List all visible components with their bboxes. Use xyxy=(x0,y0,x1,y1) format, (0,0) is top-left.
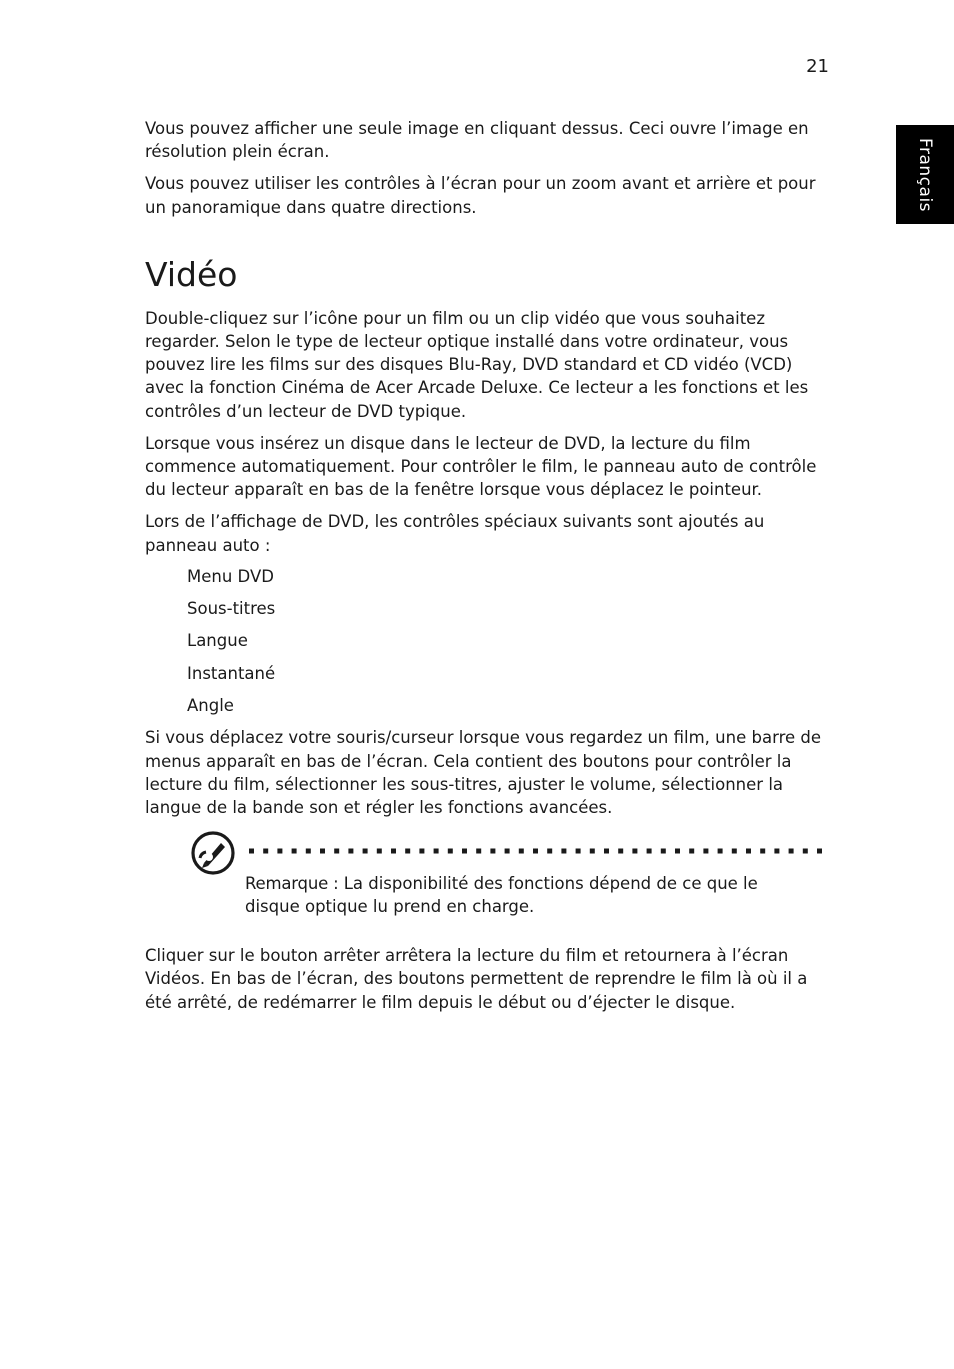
language-tab-label: Français xyxy=(915,137,935,212)
dvd-controls-list xyxy=(187,565,831,717)
intro-paragraph-2: Vous pouvez utiliser les contrôles à l’écran pour un zoom avant et arrière et pour un panoramique dans quatre directions. xyxy=(145,174,816,217)
note-body: La disponibilité des fonctions dépend de ce que le disque optique lu prend en charge. xyxy=(245,874,758,917)
list-item: Angle xyxy=(187,696,234,716)
section-title: Vidéo xyxy=(145,254,238,294)
list-item: Menu DVD xyxy=(187,566,274,586)
note-box xyxy=(145,830,831,936)
menu-bar-paragraph: Si vous déplacez votre souris/curseur lorsque vous regardez un film, une barre de menus apparaît en bas de l’écran. Cela contient des boutons pour contrôler la lecture du film, sélectionner les sous-titres, ajuster le volume, sélectionner la langue de la bande son et régler les fonctions avancées. xyxy=(145,728,822,817)
note-text xyxy=(245,872,805,918)
note-label: Remarque : xyxy=(245,874,339,894)
list-item: Langue xyxy=(187,631,248,651)
note-dotted-rule xyxy=(247,848,831,854)
list-item: Instantané xyxy=(187,663,276,683)
video-paragraph-1: Double-cliquez sur l’icône pour un film ou un clip vidéo que vous souhaitez regarder. Selon le type de lecteur optique installé dans votre ordinateur, vous pouvez lire les films sur des disques Blu-Ray, DVD standard et CD vidéo (VCD) avec la fonction Cinéma de Acer Arcade Deluxe. Ce lecteur a les fonctions et les contrôles d’un lecteur de DVD typique. xyxy=(145,308,809,421)
page-number: 21 xyxy=(806,56,829,77)
video-paragraph-3: Lors de l’affichage de DVD, les contrôles spéciaux suivants sont ajoutés au panneau auto : xyxy=(145,512,765,555)
list-item: Sous-titres xyxy=(187,599,276,619)
intro-paragraph-1: Vous pouvez afficher une seule image en cliquant dessus. Ceci ouvre l’image en résolution plein écran. xyxy=(145,119,809,162)
page-content xyxy=(145,117,831,1014)
language-tab xyxy=(896,125,954,224)
video-paragraph-2: Lorsque vous insérez un disque dans le lecteur de DVD, la lecture du film commence automatiquement. Pour contrôler le film, le panneau auto de contrôle du lecteur apparaît en bas de la fenêtre lorsque vous déplacez le pointeur. xyxy=(145,433,817,500)
note-pen-icon xyxy=(190,830,236,876)
closing-paragraph: Cliquer sur le bouton arrêter arrêtera la lecture du film et retournera à l’écran Vidéos. En bas de l’écran, des boutons permettent de reprendre le film là où il a été arrêté, de redémarrer le film depuis le début ou d’éjecter le disque. xyxy=(145,946,808,1012)
